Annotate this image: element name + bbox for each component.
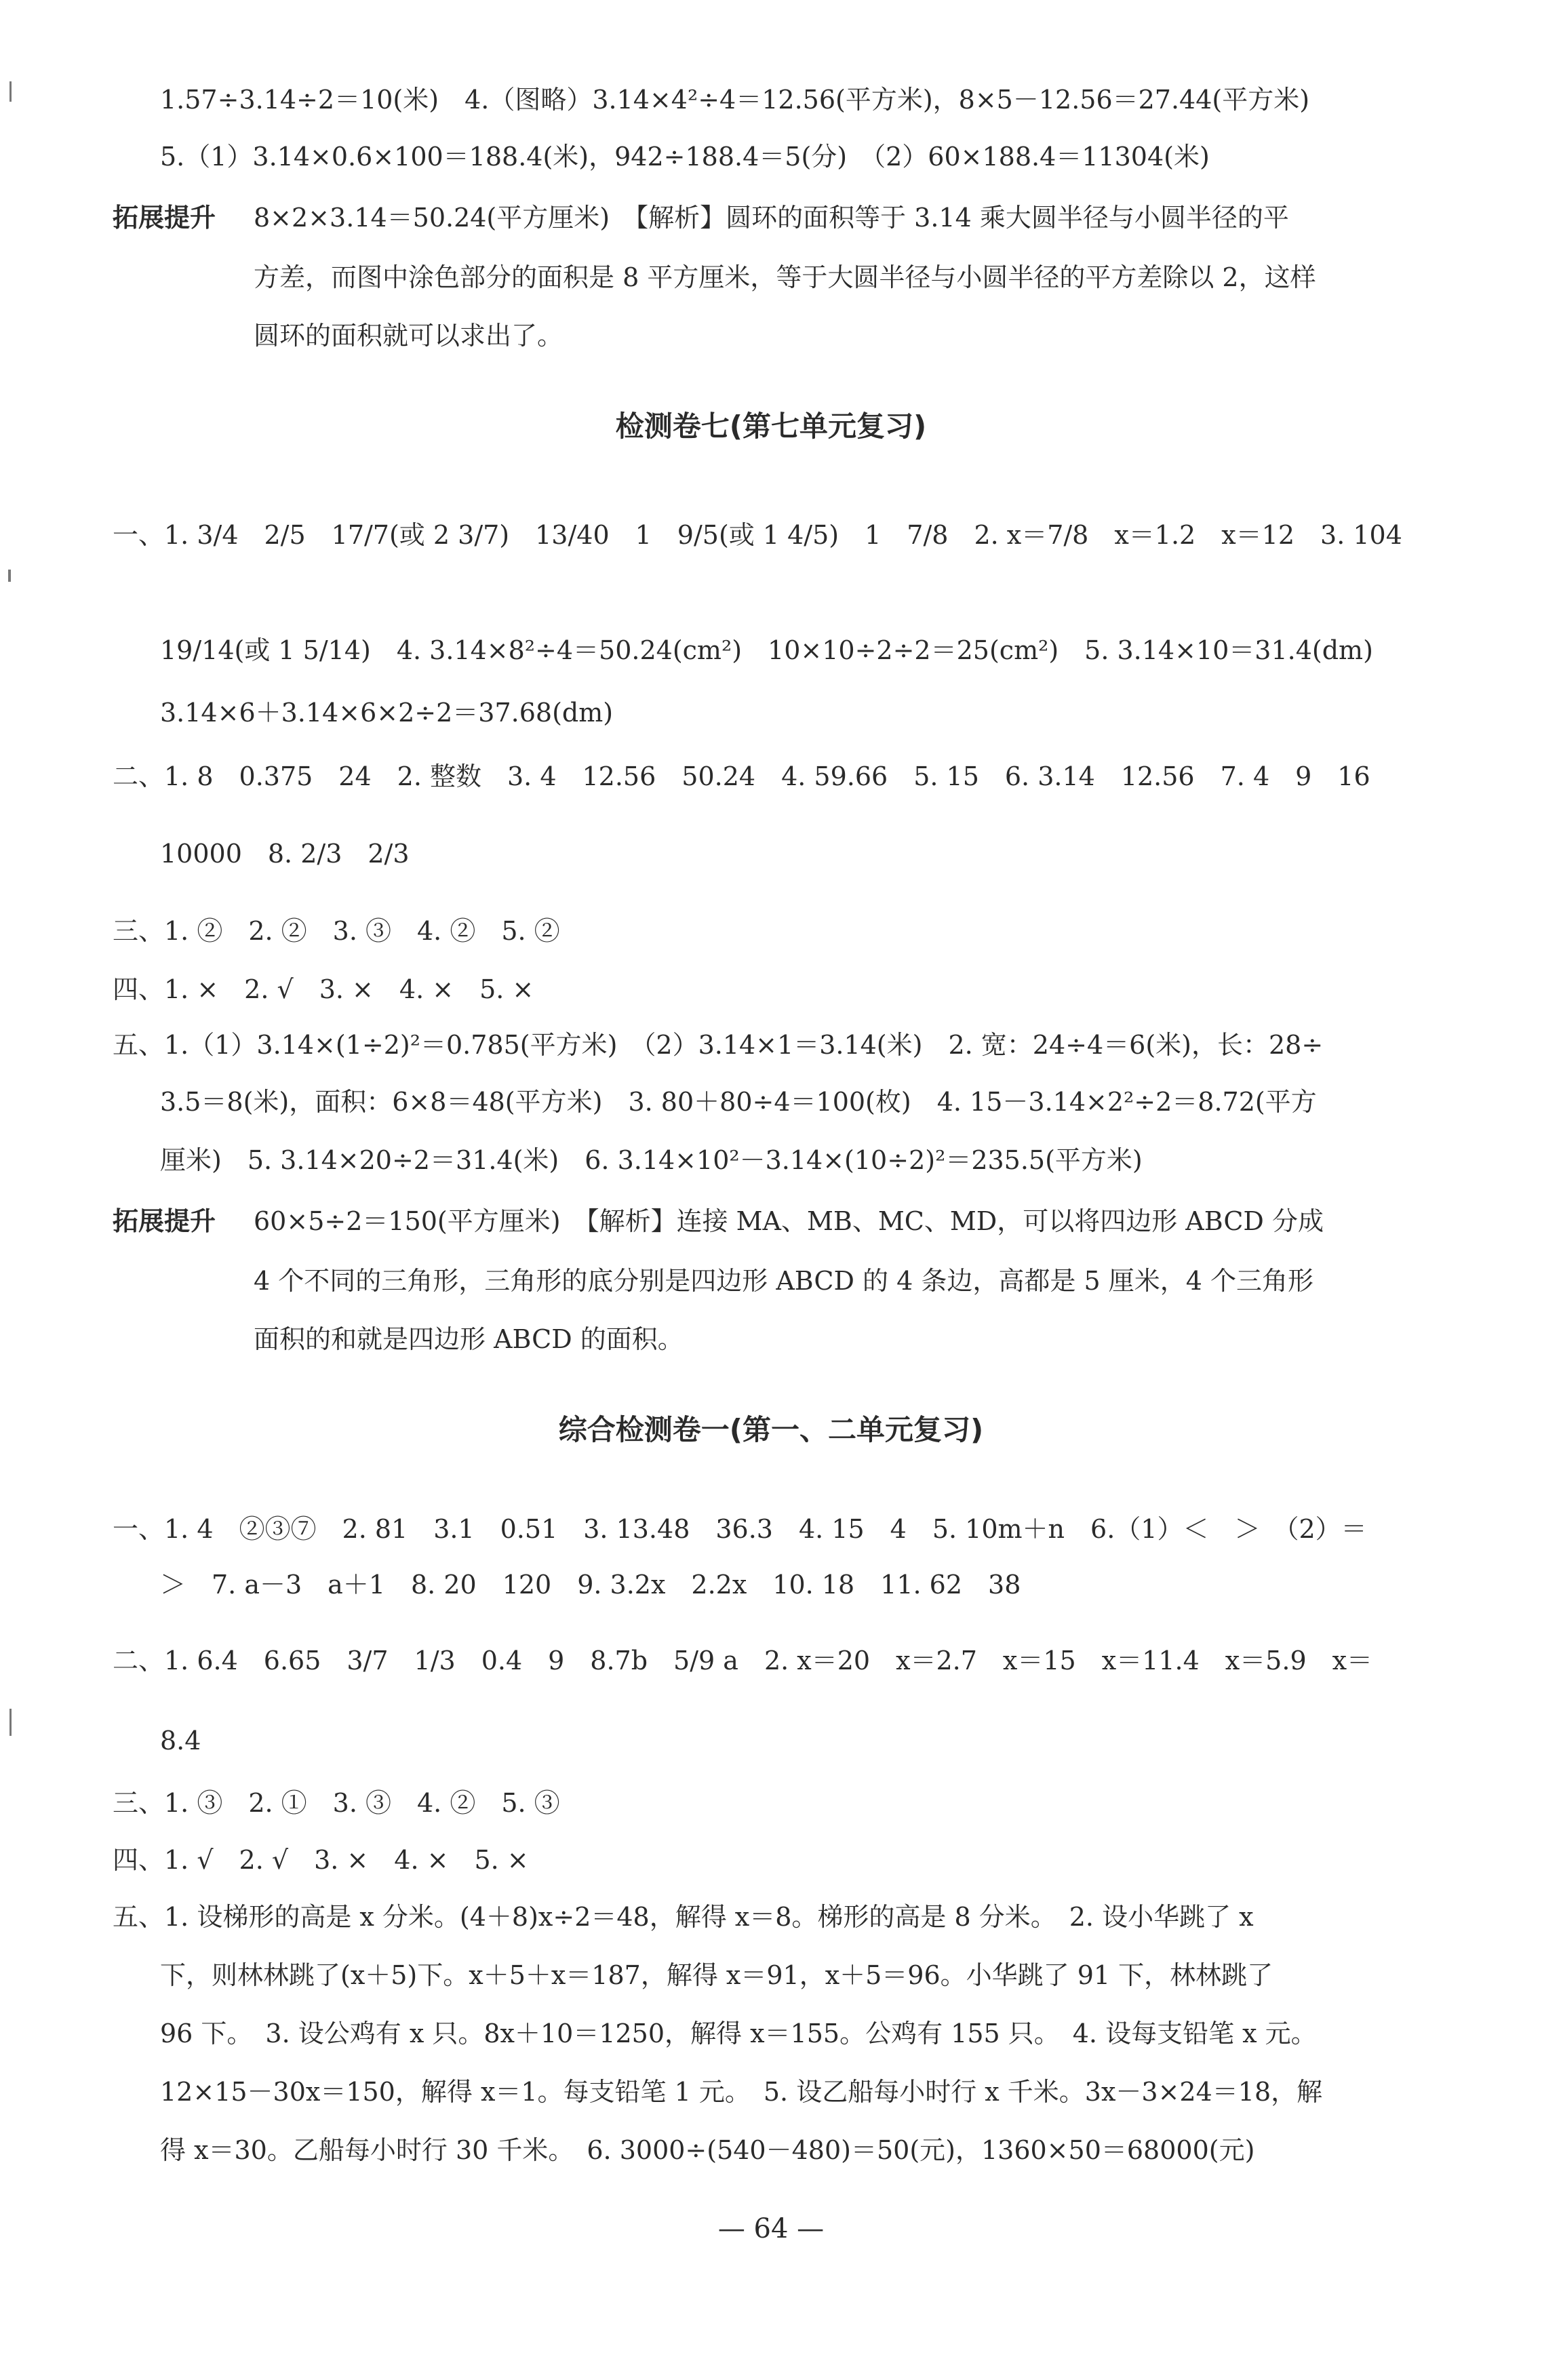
extension-line: 60×5÷2＝150(平方厘米) 【解析】连接 MA、MB、MC、MD，可以将四边形 ABCD 分成 [254,1206,1324,1236]
answer-line: 下，则林林跳了(x＋5)下。x＋5＋x＝187，解得 x＝91，x＋5＝96。小华跳了 91 下，林林跳了 [160,1960,1273,1990]
answer-line: 五、1.（1）3.14×(1÷2)²＝0.785(平方米) （2）3.14×1＝3.14(米) 2. 宽：24÷4＝6(米)，长：28÷ [113,1030,1324,1060]
answer-line: 三、1. ③ 2. ① 3. ③ 4. ② 5. ③ [113,1788,560,1818]
scan-mark [8,570,11,582]
extension-line: 圆环的面积就可以求出了。 [254,321,564,351]
answer-line: 二、1. 6.4 6.65 3/7 1/3 0.4 9 8.7b 5/9 a 2. x＝20 x＝2.7 x＝15 x＝11.4 x＝5.9 x＝ [113,1646,1373,1675]
section-title: 综合检测卷一(第一、二单元复习) [558,1413,984,1446]
answer-line: 一、1. 3/4 2/5 17/7(或 2 3/7) 13/40 1 9/5(或 1 4/5) 1 7/8 2. x＝7/8 x＝1.2 x＝12 3. 104 [113,520,1402,550]
answer-line: 3.14×6＋3.14×6×2÷2＝37.68(dm) [160,698,614,728]
answer-line: 一、1. 4 ②③⑦ 2. 81 3.1 0.51 3. 13.48 36.3 4. 15 4 5. 10m＋n 6.（1）＜ ＞ （2）＝ [113,1514,1367,1544]
answer-line: 3.5＝8(米)，面积：6×8＝48(平方米) 3. 80＋80÷4＝100(枚) 4. 15－3.14×2²÷2＝8.72(平方 [160,1087,1317,1117]
scan-mark [9,1709,12,1736]
answer-line: 1.57÷3.14÷2＝10(米) 4.（图略）3.14×4²÷4＝12.56(平方米)，8×5－12.56＝27.44(平方米) [160,85,1310,115]
answer-line: 12×15－30x＝150，解得 x＝1。每支铅笔 1 元。 5. 设乙船每小时行 x 千米。3x－3×24＝18，解 [160,2077,1323,2107]
scan-mark [9,81,12,102]
answer-line: 五、1. 设梯形的高是 x 分米。(4＋8)x÷2＝48，解得 x＝8。梯形的高是 8 分米。 2. 设小华跳了 x [113,1902,1254,1932]
page-number: — 64 — [717,2213,825,2244]
answer-line: 三、1. ② 2. ② 3. ③ 4. ② 5. ② [113,916,560,946]
answer-line: 四、1. √ 2. √ 3. × 4. × 5. × [113,1845,529,1875]
answer-line: 厘米) 5. 3.14×20÷2＝31.4(米) 6. 3.14×10²－3.14×(10÷2)²＝235.5(平方米) [160,1145,1143,1175]
answer-line: 5.（1）3.14×0.6×100＝188.4(米)，942÷188.4＝5(分) （2）60×188.4＝11304(米) [160,142,1210,172]
answer-line: 19/14(或 1 5/14) 4. 3.14×8²÷4＝50.24(cm²) 10×10÷2÷2＝25(cm²) 5. 3.14×10＝31.4(dm) [160,635,1373,665]
answer-line: 四、1. × 2. √ 3. × 4. × 5. × [113,974,534,1004]
answer-line: 8.4 [160,1726,201,1756]
answer-line: 得 x＝30。乙船每小时行 30 千米。 6. 3000÷(540－480)＝50(元)，1360×50＝68000(元) [160,2135,1255,2165]
extension-label: 拓展提升 [113,203,216,233]
answer-line: 96 下。 3. 设公鸡有 x 只。8x＋10＝1250，解得 x＝155。公鸡有 155 只。 4. 设每支铅笔 x 元。 [160,2019,1317,2048]
extension-label: 拓展提升 [113,1206,216,1236]
answer-line: 二、1. 8 0.375 24 2. 整数 3. 4 12.56 50.24 4. 59.66 5. 15 6. 3.14 12.56 7. 4 9 16 [113,761,1370,791]
extension-line: 4 个不同的三角形，三角形的底分别是四边形 ABCD 的 4 条边，高都是 5 厘米，4 个三角形 [254,1266,1313,1296]
extension-line: 面积的和就是四边形 ABCD 的面积。 [254,1324,684,1354]
extension-line: 8×2×3.14＝50.24(平方厘米) 【解析】圆环的面积等于 3.14 乘大圆半径与小圆半径的平 [254,203,1289,233]
extension-line: 方差，而图中涂色部分的面积是 8 平方厘米，等于大圆半径与小圆半径的平方差除以 2，这样 [254,262,1316,292]
section-title: 检测卷七(第七单元复习) [615,410,927,443]
answer-line: 10000 8. 2/3 2/3 [160,839,410,869]
answer-line: ＞ 7. a－3 a＋1 8. 20 120 9. 3.2x 2.2x 10. 18 11. 62 38 [160,1570,1021,1600]
